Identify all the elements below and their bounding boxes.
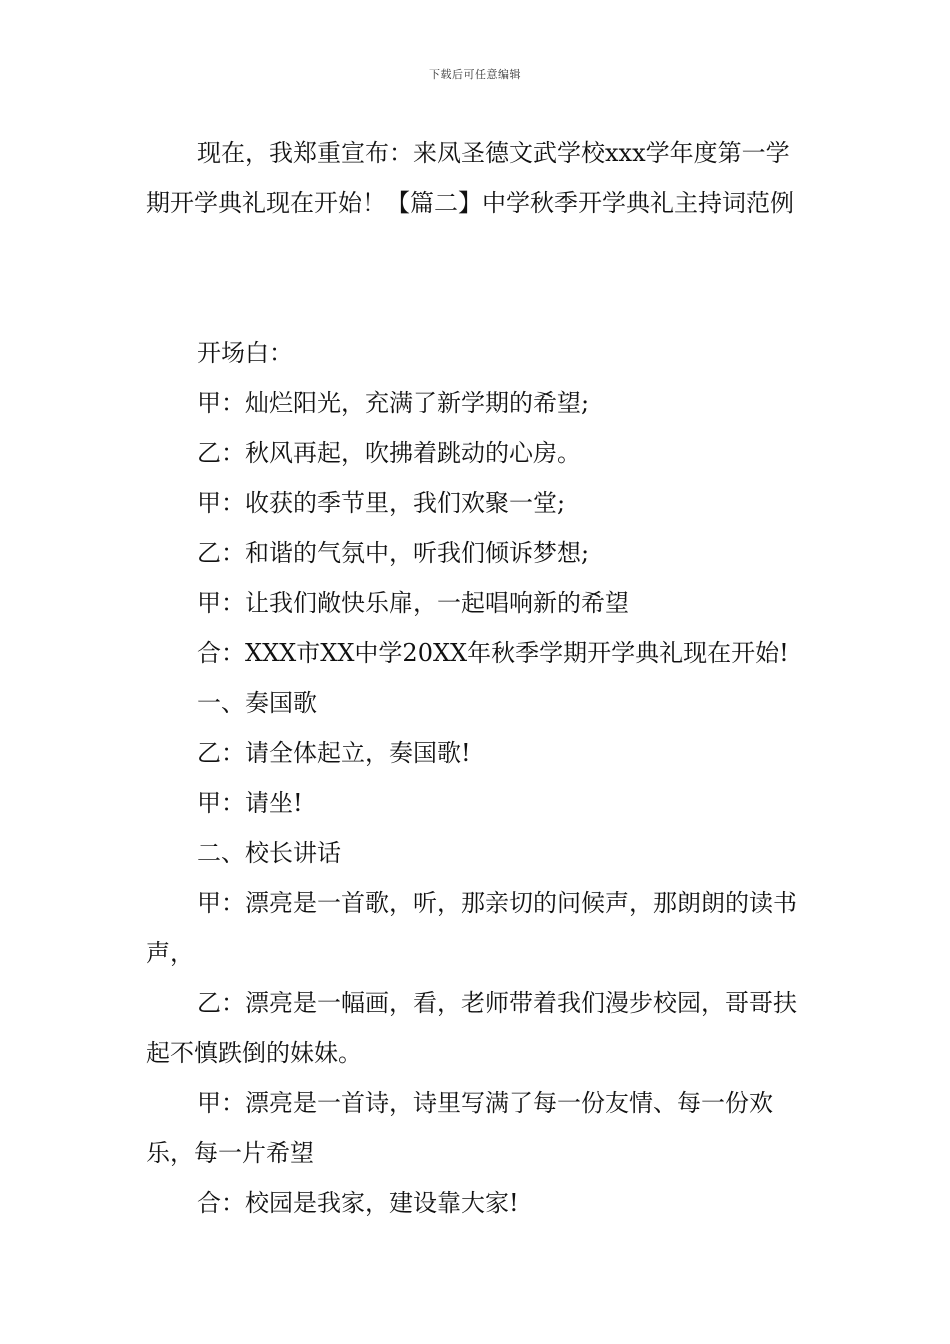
- dialogue-line: 乙：请全体起立，奏国歌!: [197, 739, 471, 767]
- section-heading-anthem: 一、奏国歌: [197, 689, 317, 717]
- paragraph-spacer: [146, 228, 808, 328]
- section-heading-opening: 开场白：: [197, 339, 293, 367]
- dialogue-line: 乙：漂亮是一幅画，看，老师带着我们漫步校园，哥哥扶起不慎跌倒的妹妹。: [146, 989, 797, 1067]
- dialogue-line: 甲：请坐!: [197, 789, 303, 817]
- intro-paragraph: 现在，我郑重宣布：来凤圣德文武学校xxx学年度第一学期开学典礼现在开始！【篇二】中学秋季开学典礼主持词范例: [146, 139, 794, 217]
- dialogue-line: 甲：让我们敞快乐扉，一起唱响新的希望: [197, 589, 629, 617]
- dialogue-line: 乙：和谐的气氛中，听我们倾诉梦想;: [197, 539, 590, 567]
- dialogue-line: 甲：收获的季节里，我们欢聚一堂;: [197, 489, 566, 517]
- dialogue-line: 甲：灿烂阳光，充满了新学期的希望;: [197, 389, 590, 417]
- section-heading-principal-speech: 二、校长讲话: [197, 839, 341, 867]
- dialogue-line: 合：校园是我家，建设靠大家!: [197, 1189, 519, 1217]
- dialogue-line: 乙：秋风再起，吹拂着跳动的心房。: [197, 439, 581, 467]
- dialogue-line: 甲：漂亮是一首诗，诗里写满了每一份友情、每一份欢乐，每一片希望: [146, 1089, 773, 1167]
- dialogue-line: 合：XXX市XX中学20XX年秋季学期开学典礼现在开始!: [197, 639, 789, 667]
- dialogue-line: 甲：漂亮是一首歌，听，那亲切的问候声，那朗朗的读书声，: [146, 889, 797, 967]
- document-body: [146, 128, 808, 1228]
- page-header-note: 下载后可任意编辑: [429, 68, 521, 81]
